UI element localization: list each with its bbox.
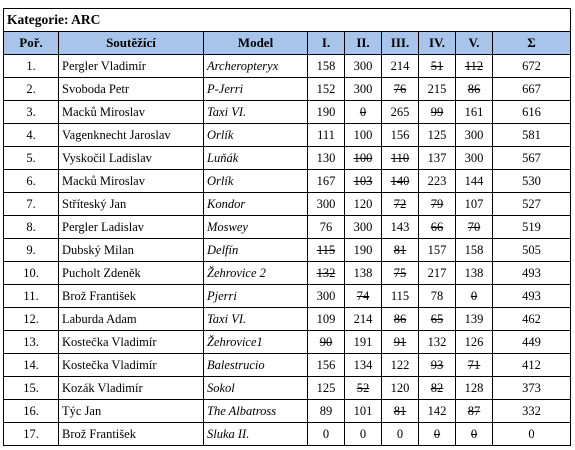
table-row: [4, 216, 571, 239]
score-cell: 128: [456, 377, 493, 400]
model-cell: Taxi VI.: [204, 101, 308, 124]
discarded-score-cell: 91: [382, 331, 419, 354]
category-title-row: [4, 9, 571, 32]
discarded-score-cell: 82: [419, 377, 456, 400]
discarded-score-cell: 70: [456, 216, 493, 239]
competitor-cell: Stříteský Jan: [59, 193, 204, 216]
header-rank: Poř.: [4, 32, 59, 55]
competitor-cell: Kozák Vladimír: [59, 377, 204, 400]
table-row: [4, 377, 571, 400]
competitor-cell: Laburda Adam: [59, 308, 204, 331]
model-cell: Moswey: [204, 216, 308, 239]
score-cell: 300: [345, 55, 382, 78]
discarded-score-cell: 86: [382, 308, 419, 331]
column-header-row: [4, 32, 571, 55]
score-cell: 190: [308, 101, 345, 124]
table-row: [4, 124, 571, 147]
competitor-cell: Macků Miroslav: [59, 170, 204, 193]
total-cell: 373: [493, 377, 571, 400]
model-cell: Kondor: [204, 193, 308, 216]
rank-cell: 10.: [4, 262, 59, 285]
table-row: [4, 170, 571, 193]
discarded-score-cell: 66: [419, 216, 456, 239]
table-row: [4, 55, 571, 78]
model-cell: Delfín: [204, 239, 308, 262]
score-cell: 214: [345, 308, 382, 331]
model-cell: Taxi VI.: [204, 308, 308, 331]
score-cell: 125: [419, 124, 456, 147]
competitor-cell: Pergler Vladimír: [59, 55, 204, 78]
score-cell: 138: [456, 262, 493, 285]
total-cell: 493: [493, 262, 571, 285]
discarded-score-cell: 115: [308, 239, 345, 262]
discarded-score-cell: 0: [419, 423, 456, 446]
discarded-score-cell: 87: [456, 400, 493, 423]
discarded-score-cell: 140: [382, 170, 419, 193]
discarded-score-cell: 52: [345, 377, 382, 400]
score-cell: 130: [308, 147, 345, 170]
model-cell: Luňák: [204, 147, 308, 170]
score-cell: 78: [419, 285, 456, 308]
category-title: Kategorie: ARC: [4, 9, 571, 32]
score-cell: 125: [308, 377, 345, 400]
competitor-cell: Dubský Milan: [59, 239, 204, 262]
table-row: [4, 400, 571, 423]
header-round-4: IV.: [419, 32, 456, 55]
score-cell: 152: [308, 78, 345, 101]
total-cell: 449: [493, 331, 571, 354]
competitor-cell: Macků Miroslav: [59, 101, 204, 124]
model-cell: Sokol: [204, 377, 308, 400]
rank-cell: 8.: [4, 216, 59, 239]
rank-cell: 2.: [4, 78, 59, 101]
rank-cell: 4.: [4, 124, 59, 147]
discarded-score-cell: 90: [308, 331, 345, 354]
score-cell: 111: [308, 124, 345, 147]
results-body: [4, 55, 571, 446]
score-cell: 217: [419, 262, 456, 285]
score-cell: 100: [345, 124, 382, 147]
header-round-3: III.: [382, 32, 419, 55]
score-cell: 167: [308, 170, 345, 193]
total-cell: 505: [493, 239, 571, 262]
header-round-2: II.: [345, 32, 382, 55]
score-cell: 120: [382, 377, 419, 400]
discarded-score-cell: 81: [382, 239, 419, 262]
header-total: Σ: [493, 32, 571, 55]
total-cell: 527: [493, 193, 571, 216]
score-cell: 265: [382, 101, 419, 124]
score-cell: 137: [419, 147, 456, 170]
model-cell: Balestrucio: [204, 354, 308, 377]
score-cell: 190: [345, 239, 382, 262]
model-cell: Žehrovice1: [204, 331, 308, 354]
score-cell: 156: [308, 354, 345, 377]
score-cell: 191: [345, 331, 382, 354]
total-cell: 581: [493, 124, 571, 147]
score-cell: 0: [345, 423, 382, 446]
header-round-5: V.: [456, 32, 493, 55]
discarded-score-cell: 110: [382, 147, 419, 170]
score-cell: 122: [382, 354, 419, 377]
score-cell: 143: [382, 216, 419, 239]
discarded-score-cell: 81: [382, 400, 419, 423]
total-cell: 530: [493, 170, 571, 193]
header-model: Model: [204, 32, 308, 55]
table-row: [4, 101, 571, 124]
rank-cell: 7.: [4, 193, 59, 216]
discarded-score-cell: 103: [345, 170, 382, 193]
total-cell: 412: [493, 354, 571, 377]
model-cell: P-Jerri: [204, 78, 308, 101]
competitor-cell: Svoboda Petr: [59, 78, 204, 101]
score-cell: 0: [308, 423, 345, 446]
score-cell: 138: [345, 262, 382, 285]
score-cell: 157: [419, 239, 456, 262]
discarded-score-cell: 132: [308, 262, 345, 285]
discarded-score-cell: 112: [456, 55, 493, 78]
score-cell: 300: [345, 216, 382, 239]
competitor-cell: Kostečka Vladimír: [59, 354, 204, 377]
score-cell: 120: [345, 193, 382, 216]
score-cell: 89: [308, 400, 345, 423]
score-cell: 158: [308, 55, 345, 78]
rank-cell: 12.: [4, 308, 59, 331]
table-row: [4, 285, 571, 308]
discarded-score-cell: 71: [456, 354, 493, 377]
rank-cell: 16.: [4, 400, 59, 423]
score-cell: 109: [308, 308, 345, 331]
model-cell: Žehrovice 2: [204, 262, 308, 285]
rank-cell: 15.: [4, 377, 59, 400]
score-cell: 107: [456, 193, 493, 216]
rank-cell: 5.: [4, 147, 59, 170]
model-cell: The Albatross: [204, 400, 308, 423]
total-cell: 332: [493, 400, 571, 423]
discarded-score-cell: 79: [419, 193, 456, 216]
score-cell: 142: [419, 400, 456, 423]
score-cell: 223: [419, 170, 456, 193]
model-cell: Archeropteryx: [204, 55, 308, 78]
rank-cell: 13.: [4, 331, 59, 354]
score-cell: 300: [345, 78, 382, 101]
table-row: [4, 308, 571, 331]
table-row: [4, 147, 571, 170]
total-cell: 567: [493, 147, 571, 170]
competitor-cell: Brož František: [59, 423, 204, 446]
total-cell: 462: [493, 308, 571, 331]
discarded-score-cell: 0: [456, 285, 493, 308]
discarded-score-cell: 76: [382, 78, 419, 101]
score-cell: 101: [345, 400, 382, 423]
competitor-cell: Týc Jan: [59, 400, 204, 423]
table-row: [4, 423, 571, 446]
table-row: [4, 78, 571, 101]
score-cell: 300: [456, 147, 493, 170]
competitor-cell: Pucholt Zdeněk: [59, 262, 204, 285]
competitor-cell: Vagenknecht Jaroslav: [59, 124, 204, 147]
score-cell: 139: [456, 308, 493, 331]
score-cell: 161: [456, 101, 493, 124]
score-cell: 126: [456, 331, 493, 354]
rank-cell: 17.: [4, 423, 59, 446]
discarded-score-cell: 0: [456, 423, 493, 446]
discarded-score-cell: 0: [345, 101, 382, 124]
results-table: [3, 8, 571, 446]
header-competitor: Soutěžící: [59, 32, 204, 55]
score-cell: 158: [456, 239, 493, 262]
score-cell: 0: [382, 423, 419, 446]
score-cell: 214: [382, 55, 419, 78]
score-cell: 300: [308, 193, 345, 216]
model-cell: Pjerri: [204, 285, 308, 308]
score-cell: 300: [456, 124, 493, 147]
score-cell: 134: [345, 354, 382, 377]
score-cell: 144: [456, 170, 493, 193]
discarded-score-cell: 100: [345, 147, 382, 170]
model-cell: Orlík: [204, 124, 308, 147]
discarded-score-cell: 75: [382, 262, 419, 285]
header-round-1: I.: [308, 32, 345, 55]
competitor-cell: Kostečka Vladimír: [59, 331, 204, 354]
table-row: [4, 354, 571, 377]
discarded-score-cell: 74: [345, 285, 382, 308]
discarded-score-cell: 86: [456, 78, 493, 101]
table-row: [4, 193, 571, 216]
discarded-score-cell: 99: [419, 101, 456, 124]
rank-cell: 14.: [4, 354, 59, 377]
discarded-score-cell: 51: [419, 55, 456, 78]
rank-cell: 1.: [4, 55, 59, 78]
score-cell: 115: [382, 285, 419, 308]
total-cell: 616: [493, 101, 571, 124]
score-cell: 156: [382, 124, 419, 147]
total-cell: 0: [493, 423, 571, 446]
rank-cell: 9.: [4, 239, 59, 262]
total-cell: 493: [493, 285, 571, 308]
rank-cell: 6.: [4, 170, 59, 193]
rank-cell: 3.: [4, 101, 59, 124]
score-cell: 215: [419, 78, 456, 101]
discarded-score-cell: 72: [382, 193, 419, 216]
score-cell: 300: [308, 285, 345, 308]
table-row: [4, 262, 571, 285]
total-cell: 672: [493, 55, 571, 78]
rank-cell: 11.: [4, 285, 59, 308]
total-cell: 667: [493, 78, 571, 101]
competitor-cell: Vyskočil Ladislav: [59, 147, 204, 170]
model-cell: Orlík: [204, 170, 308, 193]
model-cell: Sluka II.: [204, 423, 308, 446]
discarded-score-cell: 65: [419, 308, 456, 331]
competitor-cell: Pergler Ladislav: [59, 216, 204, 239]
table-row: [4, 331, 571, 354]
total-cell: 519: [493, 216, 571, 239]
score-cell: 132: [419, 331, 456, 354]
discarded-score-cell: 93: [419, 354, 456, 377]
score-cell: 76: [308, 216, 345, 239]
competitor-cell: Brož František: [59, 285, 204, 308]
table-row: [4, 239, 571, 262]
